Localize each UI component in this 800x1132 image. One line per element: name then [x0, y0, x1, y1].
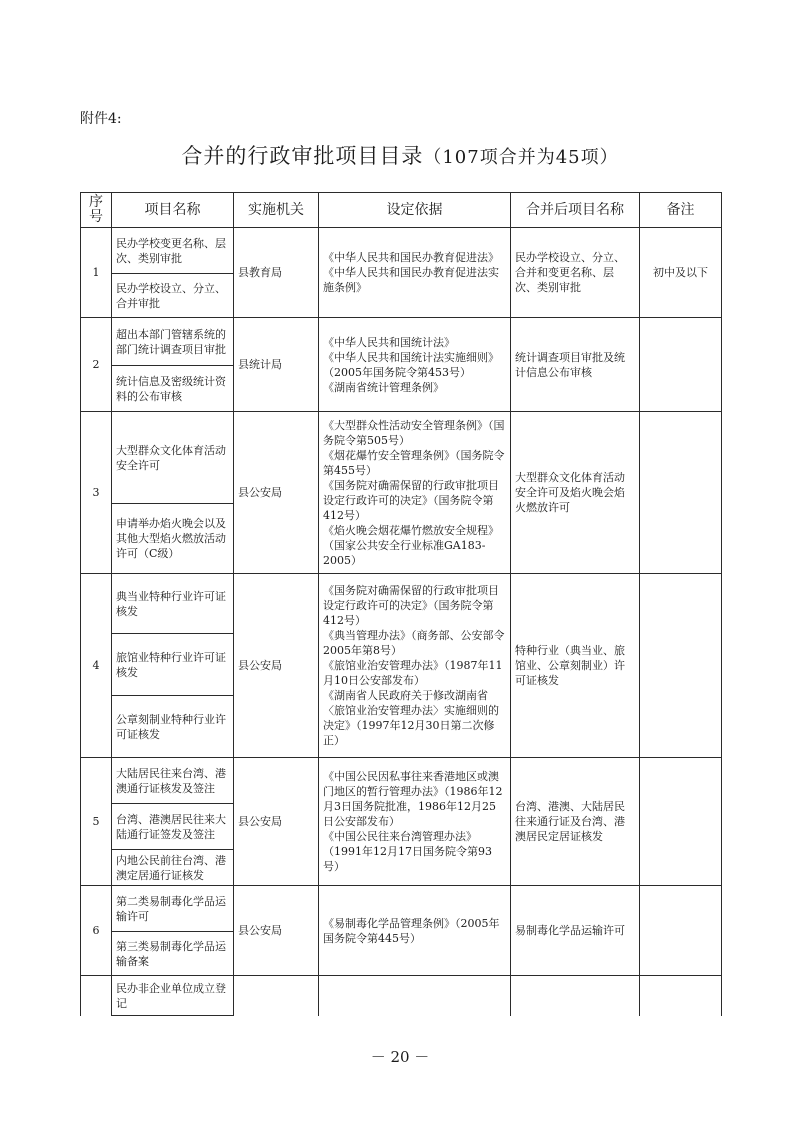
basis	[319, 976, 511, 1016]
note	[640, 758, 722, 886]
header-note: 备注	[640, 193, 722, 228]
note	[640, 574, 722, 758]
table-row	[81, 976, 722, 1016]
item-name: 大陆居民往来台湾、港澳通行证核发及签注	[112, 758, 234, 804]
merged-name: 易制毒化学品运输许可	[511, 886, 640, 976]
item-name: 民办非企业单位成立登记	[112, 976, 234, 1016]
basis: 《国务院对确需保留的行政审批项目设定行政许可的决定》（国务院令第412号） 《典当管理办法》（商务部、公安部令2005年第8号） 《旅馆业治安管理办法》（1987年11月10日公安部发布） 《湖南省人民政府关于修改湖南省〈旅馆业治安管理办法〉实施细则的决定》（1997年12月30日第二次修正）	[319, 574, 511, 758]
table-row	[81, 574, 722, 634]
row-no: 1	[81, 228, 112, 318]
header-item-name: 项目名称	[112, 193, 234, 228]
basis: 《中华人民共和国统计法》 《中华人民共和国统计法实施细则》（2005年国务院令第453号） 《湖南省统计管理条例》	[319, 318, 511, 412]
header-agency: 实施机关	[234, 193, 319, 228]
row-no: 6	[81, 886, 112, 976]
header-merged-name: 合并后项目名称	[511, 193, 640, 228]
merged-name: 大型群众文化体育活动安全许可及焰火晚会焰火燃放许可	[511, 412, 640, 574]
table-row	[81, 318, 722, 366]
item-name: 台湾、港澳居民往来大陆通行证签发及签注	[112, 804, 234, 850]
note	[640, 412, 722, 574]
agency: 县公安局	[234, 886, 319, 976]
note	[640, 976, 722, 1016]
item-name: 公章刻制业特种行业许可证核发	[112, 696, 234, 758]
item-name: 超出本部门管辖系统的部门统计调查项目审批	[112, 318, 234, 366]
agency: 县统计局	[234, 318, 319, 412]
row-no	[81, 976, 112, 1016]
row-no: 4	[81, 574, 112, 758]
item-name: 统计信息及密级统计资料的公布审核	[112, 366, 234, 412]
basis: 《中华人民共和国民办教育促进法》 《中华人民共和国民办教育促进法实施条例》	[319, 228, 511, 318]
title-main: 合并的行政审批项目目录	[181, 144, 424, 168]
item-name: 民办学校设立、分立、合并审批	[112, 274, 234, 318]
item-name: 大型群众文化体育活动安全许可	[112, 412, 234, 504]
basis: 《中国公民因私事往来香港地区或澳门地区的暂行管理办法》（1986年12月3日国务院批准，1986年12月25日公安部发布） 《中国公民往来台湾管理办法》（1991年12月17日国务院令第93号）	[319, 758, 511, 886]
row-no: 3	[81, 412, 112, 574]
table-header-row	[81, 193, 722, 228]
item-name: 旅馆业特种行业许可证核发	[112, 634, 234, 696]
table-row	[81, 228, 722, 274]
basis: 《大型群众性活动安全管理条例》（国务院令第505号） 《烟花爆竹安全管理条例》（国务院令第455号） 《国务院对确需保留的行政审批项目设定行政许可的决定》（国务院令第412号） 《焰火晚会烟花爆竹燃放安全规程》（国家公共安全行业标准GA183-2005）	[319, 412, 511, 574]
basis: 《易制毒化学品管理条例》（2005年国务院令第445号）	[319, 886, 511, 976]
row-no: 5	[81, 758, 112, 886]
merged-name	[511, 976, 640, 1016]
merged-name: 台湾、港澳、大陆居民往来通行证及台湾、港澳居民定居证核发	[511, 758, 640, 886]
agency: 县教育局	[234, 228, 319, 318]
item-name: 申请举办焰火晚会以及其他大型焰火燃放活动许可（C级）	[112, 504, 234, 574]
title-sub: （107项合并为45项）	[423, 147, 619, 168]
page-title	[0, 140, 800, 170]
attachment-label: 附件4:	[80, 111, 122, 127]
agency: 县公安局	[234, 758, 319, 886]
page-number: － 20 －	[370, 1048, 430, 1066]
merged-name: 特种行业（典当业、旅馆业、公章刻制业）许可证核发	[511, 574, 640, 758]
note: 初中及以下	[640, 228, 722, 318]
agency: 县公安局	[234, 574, 319, 758]
item-name: 民办学校变更名称、层次、类别审批	[112, 228, 234, 274]
table-row	[81, 758, 722, 804]
header-no: 序号	[81, 193, 112, 228]
row-no: 2	[81, 318, 112, 412]
merged-name: 民办学校设立、分立、合并和变更名称、层次、类别审批	[511, 228, 640, 318]
item-name: 第三类易制毒化学品运输备案	[112, 932, 234, 976]
merged-name: 统计调查项目审批及统计信息公布审核	[511, 318, 640, 412]
item-name: 典当业特种行业许可证核发	[112, 574, 234, 634]
agency	[234, 976, 319, 1016]
note	[640, 318, 722, 412]
table-row	[81, 886, 722, 932]
item-name: 内地公民前往台湾、港澳定居通行证核发	[112, 850, 234, 886]
note	[640, 886, 722, 976]
header-basis: 设定依据	[319, 193, 511, 228]
item-name: 第二类易制毒化学品运输许可	[112, 886, 234, 932]
approval-table	[80, 192, 722, 1016]
agency: 县公安局	[234, 412, 319, 574]
table-row	[81, 412, 722, 504]
